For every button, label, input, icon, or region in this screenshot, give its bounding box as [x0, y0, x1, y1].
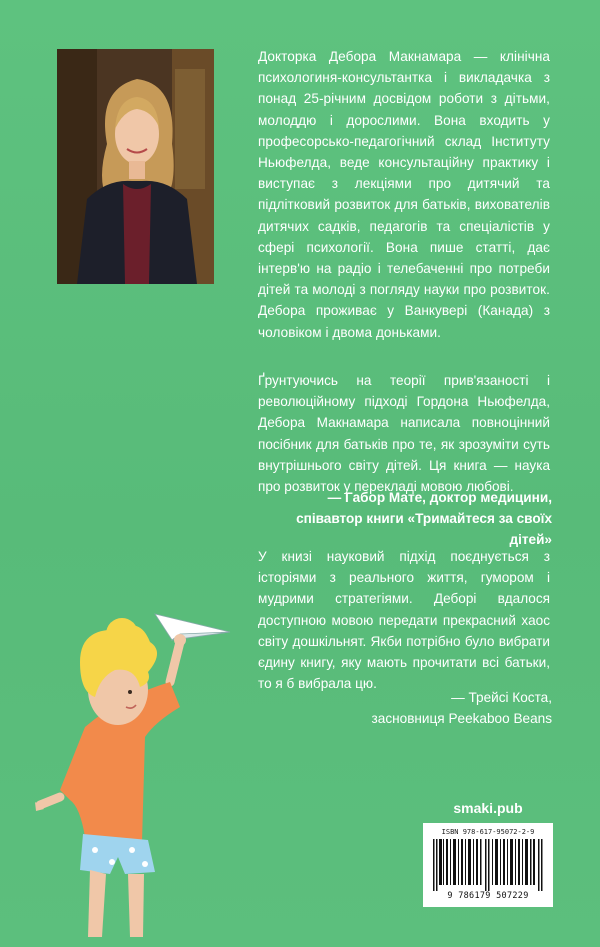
barcode-bars [433, 839, 543, 891]
child-illustration [30, 612, 240, 947]
publisher-site: smaki.pub [453, 800, 523, 816]
author-bio: Докторка Дебора Макнамара — клінічна психологиня-консультантка і викладачка з понад 25-річним досвідом роботи з дітьми, молоддю і дорослими. Вона входить у професорсько-педагогічний склад Інституту Ньюфелда, веде консультаційну практику і виступає з лекціями про дитячий та підлітковий розвиток для батьків, вихователів дитячих садків, педагогів та спеціалістів у сфері психології. Вона пише статті, дає інтерв'ю на радіо і телебаченні про потреби дітей та молоді з погляду науки про розвиток. Дебора проживає у Ванкувері (Канада) з чоловіком і двома доньками. [258, 49, 550, 340]
barcode-digits: 9 786179 507229 [447, 891, 529, 901]
isbn-barcode [423, 823, 553, 907]
quote-costa-attribution [300, 687, 552, 729]
quote-mate: Ґрунтуючись на теорії прив'язаності і революційному підході Гордона Ньюфелда, Дебора Макнамара написала повноцінний посібник для батьків про те, як зрозуміти суть внутрішнього світу дітей. Ця книга — наука про розвиток у перекладі мовою любові. [258, 373, 550, 495]
quote-costa-name: — Трейсі Коста, [451, 690, 552, 705]
quote-costa: У книзі науковий підхід поєднується з історіями з реального життя, гумором і мудрими стратегіями. Деборі вдалося доступною мовою передати прекрасний хаос світу дошкільнят. Якби потрібно було вибрати єдину книгу, яку мають прочитати всі батьки, то я б вибрала цю. [258, 549, 550, 692]
paper-airplane-icon [155, 614, 230, 640]
author-photo [57, 49, 214, 284]
isbn-label: ISBN 978-617-95072-2-9 [441, 828, 535, 836]
quote-costa-role: засновниця Peekaboo Beans [371, 711, 552, 727]
quote-mate-attribution: — Габор Мате, доктор медицини, співавтор книги «Тримайтеся за своїх дітей» [296, 490, 552, 548]
